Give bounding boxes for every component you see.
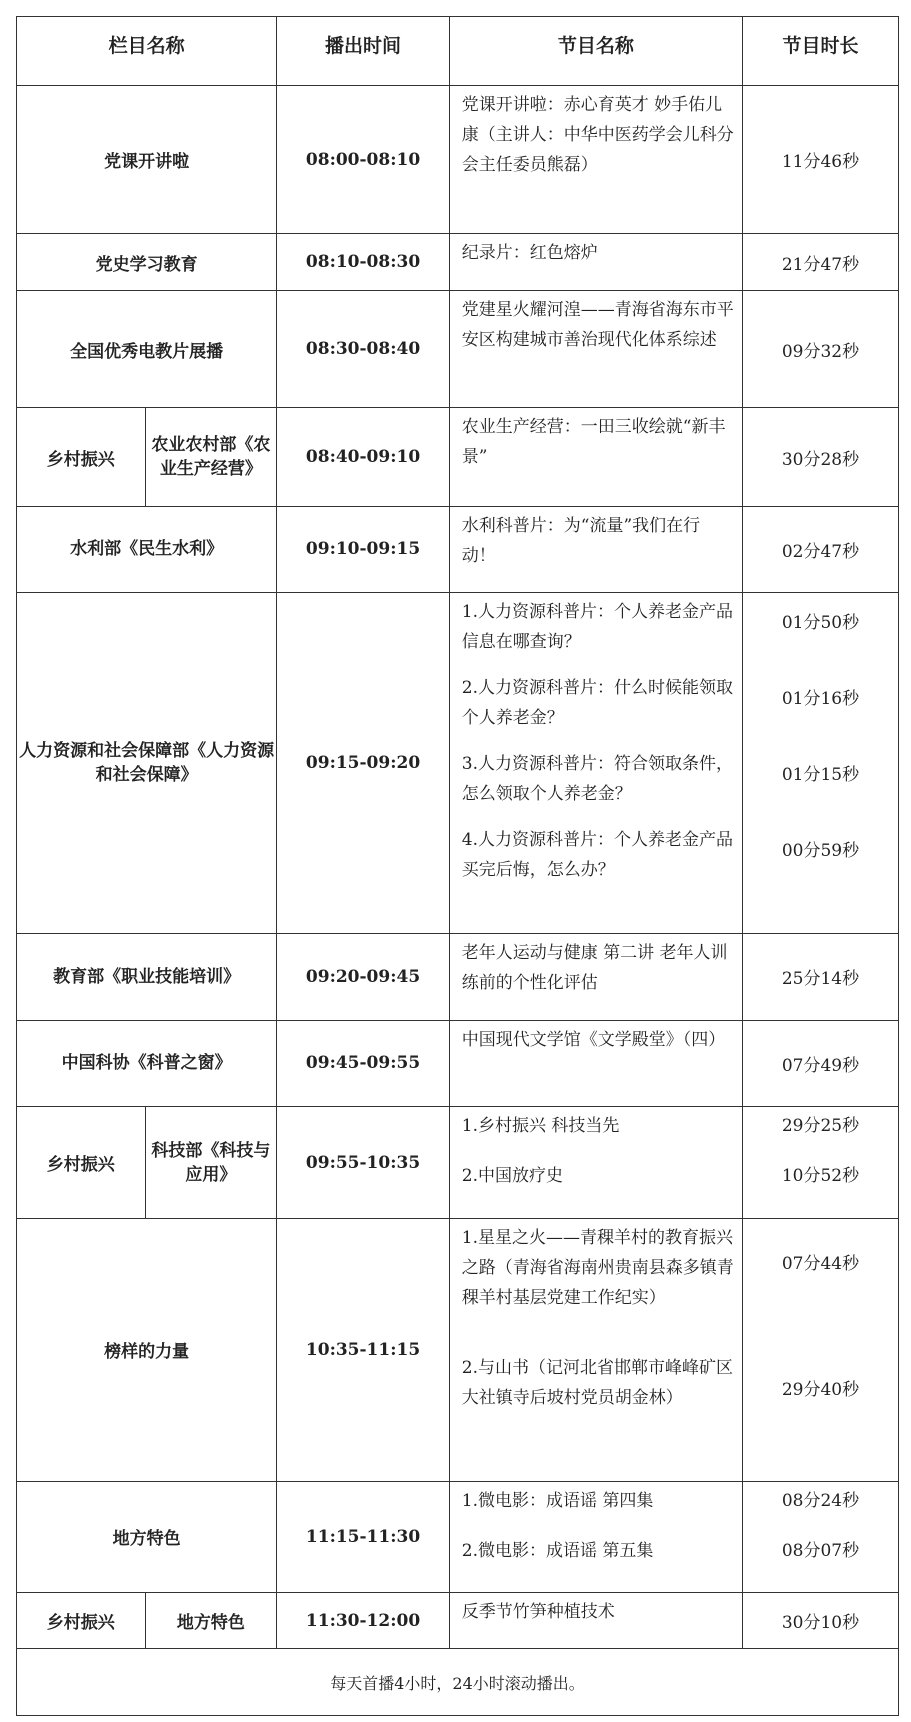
table-row — [17, 1481, 899, 1592]
program-name — [449, 592, 742, 934]
table-row — [17, 234, 899, 291]
duration-entry: 21分47秒 — [781, 254, 860, 275]
program-name — [449, 934, 742, 1021]
program-name — [449, 507, 742, 592]
column-name: 乡村振兴 — [17, 1107, 146, 1219]
column-name: 水利部《民生水利》 — [17, 507, 277, 592]
column-name: 全国优秀电教片展播 — [17, 290, 277, 408]
duration-entry: 10分52秒 — [781, 1166, 860, 1187]
table-row — [17, 507, 899, 592]
program-entry: 1.乡村振兴 科技当先 — [461, 1116, 620, 1137]
duration-entry: 29分25秒 — [781, 1116, 860, 1137]
duration-entry: 29分40秒 — [781, 1380, 860, 1401]
duration-entry: 07分49秒 — [781, 1055, 860, 1076]
program-entry: 1.星星之火——青稞羊村的教育振兴之路（青海省海南州贵南县森多镇青稞羊村基层党建工作纪实） — [461, 1228, 734, 1309]
header-program-name: 节目名称 — [449, 17, 742, 86]
column-name: 人力资源和社会保障部《人力资源和社会保障》 — [17, 592, 277, 934]
air-time: 08:10-08:30 — [277, 234, 449, 291]
header-column-name: 栏目名称 — [17, 17, 277, 86]
table-row — [17, 592, 899, 934]
program-entry: 农业生产经营：一田三收绘就“新丰景” — [461, 417, 726, 468]
sub-column-name: 科技部《科技与应用》 — [145, 1107, 277, 1219]
air-time: 09:10-09:15 — [277, 507, 449, 592]
program-entry: 党课开讲啦：赤心育英才 妙手佑儿康（主讲人：中华中医药学会儿科分会主任委员熊磊） — [461, 94, 734, 175]
duration-entry: 08分24秒 — [781, 1490, 860, 1511]
program-entry: 水利科普片：为“流量”我们在行动！ — [461, 516, 701, 567]
sub-column-name: 地方特色 — [145, 1592, 277, 1649]
duration-entry: 07分44秒 — [781, 1254, 860, 1275]
program-entry: 党建星火耀河湟——青海省海东市平安区构建城市善治现代化体系综述 — [461, 299, 734, 350]
duration-entry: 30分10秒 — [781, 1613, 860, 1634]
program-name — [449, 1107, 742, 1219]
duration — [743, 592, 899, 934]
air-time: 08:30-08:40 — [277, 290, 449, 408]
air-time: 09:45-09:55 — [277, 1020, 449, 1107]
program-name — [449, 1592, 742, 1649]
duration — [743, 1020, 899, 1107]
program-name — [449, 85, 742, 234]
column-name: 教育部《职业技能培训》 — [17, 934, 277, 1021]
program-entry: 1.微电影：成语谣 第四集 — [461, 1490, 654, 1511]
header-row — [17, 17, 899, 86]
column-name: 乡村振兴 — [17, 408, 146, 507]
program-name — [449, 290, 742, 408]
program-entry: 1.人力资源科普片：个人养老金产品信息在哪查询？ — [461, 601, 733, 652]
program-entry: 中国现代文学馆《文学殿堂》（四） — [461, 1029, 726, 1050]
program-name — [449, 1219, 742, 1482]
table-row — [17, 290, 899, 408]
schedule-table — [16, 16, 899, 1716]
duration-entry: 25分14秒 — [781, 969, 860, 990]
program-entry: 2.与山书（记河北省邯郸市峰峰矿区大社镇寺后坡村党员胡金林） — [461, 1358, 733, 1409]
duration-entry: 09分32秒 — [781, 341, 860, 362]
duration-entry: 01分16秒 — [781, 688, 860, 709]
program-entry: 2.中国放疗史 — [461, 1166, 563, 1187]
air-time: 11:15-11:30 — [277, 1481, 449, 1592]
table-row — [17, 85, 899, 234]
table-row — [17, 1107, 899, 1219]
air-time: 08:40-09:10 — [277, 408, 449, 507]
column-name: 党课开讲啦 — [17, 85, 277, 234]
table-row — [17, 1020, 899, 1107]
sub-column-name: 农业农村部《农业生产经营》 — [145, 408, 277, 507]
duration — [743, 1219, 899, 1482]
duration — [743, 408, 899, 507]
program-entry: 老年人运动与健康 第二讲 老年人训练前的个性化评估 — [461, 943, 728, 994]
program-entry: 纪录片：红色熔炉 — [461, 243, 598, 264]
duration — [743, 85, 899, 234]
air-time: 09:20-09:45 — [277, 934, 449, 1021]
table-row — [17, 408, 899, 507]
column-name: 地方特色 — [17, 1481, 277, 1592]
program-name — [449, 234, 742, 291]
column-name: 榜样的力量 — [17, 1219, 277, 1482]
duration — [743, 290, 899, 408]
column-name: 党史学习教育 — [17, 234, 277, 291]
duration-entry: 01分50秒 — [781, 612, 860, 633]
header-duration: 节目时长 — [743, 17, 899, 86]
program-entry: 反季节竹笋种植技术 — [461, 1601, 615, 1622]
table-row — [17, 1592, 899, 1649]
header-air-time: 播出时间 — [277, 17, 449, 86]
duration — [743, 507, 899, 592]
duration — [743, 234, 899, 291]
program-entry: 4.人力资源科普片：个人养老金产品买完后悔，怎么办？ — [461, 829, 733, 880]
air-time: 08:00-08:10 — [277, 85, 449, 234]
duration-entry: 00分59秒 — [781, 840, 860, 861]
program-name — [449, 1481, 742, 1592]
duration-entry: 02分47秒 — [781, 541, 860, 562]
column-name: 中国科协《科普之窗》 — [17, 1020, 277, 1107]
program-name — [449, 1020, 742, 1107]
air-time: 09:15-09:20 — [277, 592, 449, 934]
duration-entry: 08分07秒 — [781, 1540, 860, 1561]
table-row — [17, 1219, 899, 1482]
program-name — [449, 408, 742, 507]
duration — [743, 1481, 899, 1592]
footer-note: 每天首播4小时，24小时滚动播出。 — [17, 1649, 899, 1716]
duration-entry: 30分28秒 — [781, 449, 860, 470]
program-entry: 3.人力资源科普片：符合领取条件，怎么领取个人养老金？ — [461, 753, 733, 804]
duration-entry: 11分46秒 — [781, 152, 860, 173]
footer-row — [17, 1649, 899, 1716]
duration — [743, 934, 899, 1021]
duration — [743, 1107, 899, 1219]
program-entry: 2.人力资源科普片：什么时候能领取个人养老金？ — [461, 677, 733, 728]
table-row — [17, 934, 899, 1021]
program-entry: 2.微电影：成语谣 第五集 — [461, 1540, 654, 1561]
air-time: 10:35-11:15 — [277, 1219, 449, 1482]
duration — [743, 1592, 899, 1649]
duration-entry: 01分15秒 — [781, 764, 860, 785]
air-time: 11:30-12:00 — [277, 1592, 449, 1649]
air-time: 09:55-10:35 — [277, 1107, 449, 1219]
column-name: 乡村振兴 — [17, 1592, 146, 1649]
